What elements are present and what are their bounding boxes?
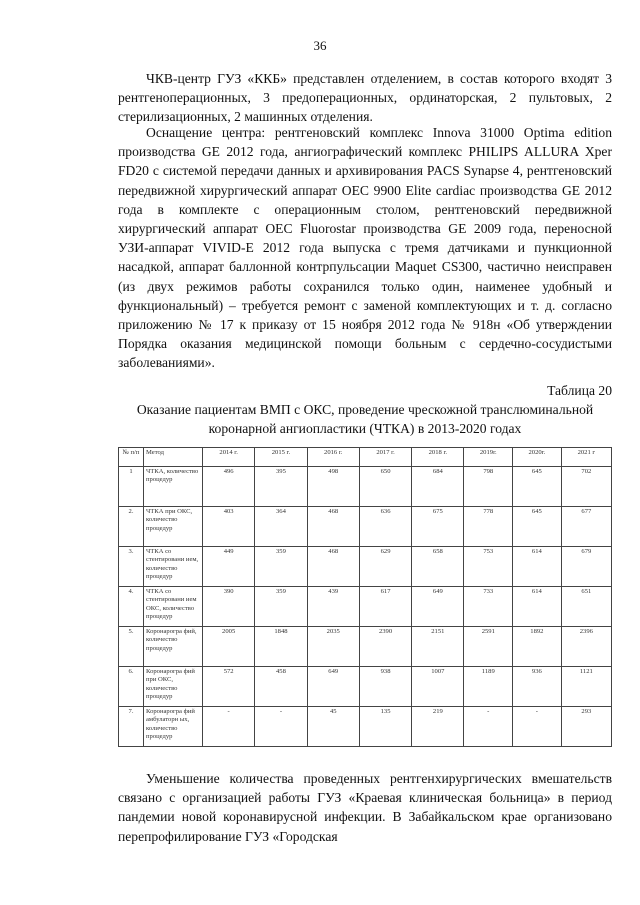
value-cell: 2396 — [561, 627, 611, 667]
value-cell: 645 — [513, 467, 562, 507]
header-cell: Метод — [144, 448, 203, 467]
value-cell: 1121 — [561, 667, 611, 707]
table-row — [119, 707, 612, 747]
method-cell: Коронарогра фий при ОКС, количество процедур — [144, 667, 203, 707]
row-number-cell: 3. — [119, 547, 144, 587]
table-row — [119, 587, 612, 627]
row-number-cell: 7. — [119, 707, 144, 747]
value-cell: 658 — [412, 547, 464, 587]
value-cell: 679 — [561, 547, 611, 587]
method-cell: ЧТКА со стентировани ием, количество процедур — [144, 547, 203, 587]
value-cell: 403 — [203, 507, 255, 547]
table-caption — [118, 381, 612, 438]
value-cell: 293 — [561, 707, 611, 747]
value-cell: 702 — [561, 467, 611, 507]
value-cell: 753 — [464, 547, 513, 587]
value-cell: 614 — [513, 587, 562, 627]
value-cell: - — [464, 707, 513, 747]
procedures-table — [118, 447, 612, 747]
header-cell: 2021 г — [561, 448, 611, 467]
value-cell: 649 — [307, 667, 359, 707]
header-cell: 2017 г. — [359, 448, 411, 467]
value-cell: 617 — [359, 587, 411, 627]
value-cell: 219 — [412, 707, 464, 747]
value-cell: 359 — [255, 547, 307, 587]
value-cell: 468 — [307, 507, 359, 547]
table-title: Оказание пациентам ВМП с ОКС, проведение чрескожной транслюминальной коронарной ангиопластики (ЧТКА) в 2013-2020 годах — [136, 402, 594, 436]
paragraph-department: ЧКВ-центр ГУЗ «ККБ» представлен отделением, в состав которого входят 3 рентгеноперационных, 3 предоперационных, ординаторская, 2 пультовых, 2 стерилизационных, 2 машинных отделения. — [118, 71, 612, 125]
header-cell: 2016 г. — [307, 448, 359, 467]
value-cell: 649 — [412, 587, 464, 627]
value-cell: 390 — [203, 587, 255, 627]
value-cell: 645 — [513, 507, 562, 547]
value-cell: 636 — [359, 507, 411, 547]
value-cell: - — [513, 707, 562, 747]
value-cell: 684 — [412, 467, 464, 507]
value-cell: 468 — [307, 547, 359, 587]
value-cell: 2151 — [412, 627, 464, 667]
value-cell: - — [203, 707, 255, 747]
table-number: Таблица 20 — [547, 383, 612, 398]
value-cell: - — [255, 707, 307, 747]
method-cell: Коронарогра фий, количество процедур — [144, 627, 203, 667]
table-row — [119, 547, 612, 587]
value-cell: 135 — [359, 707, 411, 747]
paragraph-reduction: Уменьшение количества проведенных рентгенхирургических вмешательств связано с организацией работы ГУЗ «Краевая клиническая больница» в период пандемии новой коронавирусной инфекции. В Забайкальском крае организовано перепрофилирование ГУЗ «Городская — [118, 771, 612, 844]
table-row — [119, 667, 612, 707]
value-cell: 798 — [464, 467, 513, 507]
table-row — [119, 467, 612, 507]
value-cell: 395 — [255, 467, 307, 507]
table-row — [119, 627, 612, 667]
header-cell: 2014 г. — [203, 448, 255, 467]
row-number-cell: 6. — [119, 667, 144, 707]
value-cell: 439 — [307, 587, 359, 627]
paragraph-equipment: Оснащение центра: рентгеновский комплекс Innova 31000 Optima edition производства GE 2012 года, ангиографический комплекс PHILIPS ALLURA Xper FD20 с системой передачи данных и архивирования PACS Synapse 4, рентгеновский передвижной хирургический аппарат OEC 9900 Elite cardiac производства GE 2012 года в комплекте с операционным столом, рентгеновский передвижной хирургический аппарат OEC Fluorostar производства GE 2009 года, переносной УЗИ-аппарат VIVID-E 2012 года выпуска с тремя датчиками и пункционной насадкой, аппарат баллонной контрпульсации Maquet CS300, частично неисправен (из двух режимов работы сохранился только один, наименее удобный и функциональный) – требуется ремонт с заменой комплектующих и т. д. согласно приложению № 17 к приказу от 15 ноября 2012 года № 918н «Об утверждении Порядка оказания медицинской помощи больным с сердечно-сосудистыми заболеваниями». — [118, 125, 612, 371]
value-cell: 364 — [255, 507, 307, 547]
method-cell: ЧТКА, количество процедур — [144, 467, 203, 507]
row-number-cell: 2. — [119, 507, 144, 547]
value-cell: 2591 — [464, 627, 513, 667]
value-cell: 629 — [359, 547, 411, 587]
table-header-row — [119, 448, 612, 467]
value-cell: 496 — [203, 467, 255, 507]
value-cell: 650 — [359, 467, 411, 507]
value-cell: 458 — [255, 667, 307, 707]
value-cell: 936 — [513, 667, 562, 707]
header-cell: 2018 г. — [412, 448, 464, 467]
value-cell: 2035 — [307, 627, 359, 667]
value-cell: 1007 — [412, 667, 464, 707]
value-cell: 1892 — [513, 627, 562, 667]
value-cell: 2005 — [203, 627, 255, 667]
value-cell: 938 — [359, 667, 411, 707]
value-cell: 2390 — [359, 627, 411, 667]
method-cell: Коронарогра фий амбулаторн ых, количество процедур — [144, 707, 203, 747]
value-cell: 359 — [255, 587, 307, 627]
value-cell: 449 — [203, 547, 255, 587]
value-cell: 651 — [561, 587, 611, 627]
value-cell: 572 — [203, 667, 255, 707]
header-cell: 2015 г. — [255, 448, 307, 467]
value-cell: 614 — [513, 547, 562, 587]
value-cell: 1848 — [255, 627, 307, 667]
method-cell: ЧТКА со стентировани ием ОКС, количество процедур — [144, 587, 203, 627]
header-cell: 2019г. — [464, 448, 513, 467]
table-row — [119, 507, 612, 547]
value-cell: 778 — [464, 507, 513, 547]
value-cell: 677 — [561, 507, 611, 547]
header-cell: 2020г. — [513, 448, 562, 467]
value-cell: 733 — [464, 587, 513, 627]
method-cell: ЧТКА при ОКС, количество процедур — [144, 507, 203, 547]
value-cell: 498 — [307, 467, 359, 507]
page-number: 36 — [313, 38, 327, 53]
value-cell: 675 — [412, 507, 464, 547]
row-number-cell: 1 — [119, 467, 144, 507]
row-number-cell: 4. — [119, 587, 144, 627]
row-number-cell: 5. — [119, 627, 144, 667]
value-cell: 1189 — [464, 667, 513, 707]
value-cell: 45 — [307, 707, 359, 747]
header-cell: № п/п — [119, 448, 144, 467]
